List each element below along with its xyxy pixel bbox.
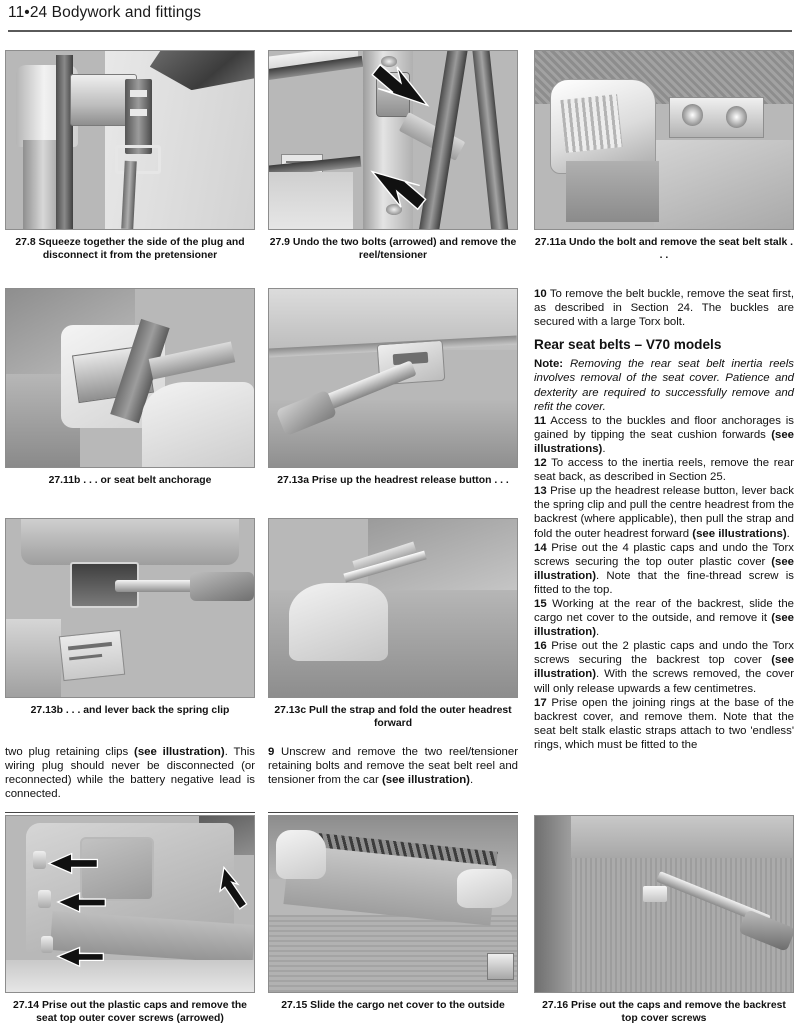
photo-27-11a bbox=[534, 50, 794, 230]
step-14-text-b: . Note that the fine-thread screw is fitted to the top. bbox=[534, 569, 794, 596]
page-header bbox=[0, 0, 800, 34]
paragraph-step-14 bbox=[534, 541, 794, 597]
step-14-text-a: Prise out the 4 plastic caps and undo the Torx screws securing the top outer plastic cover bbox=[534, 541, 794, 568]
page-title: 11•24 Bodywork and fittings bbox=[8, 4, 202, 21]
photo-27-14 bbox=[5, 815, 255, 993]
figure-27-11b bbox=[5, 288, 255, 468]
note-label: Note: bbox=[534, 358, 564, 371]
paragraph-step-17 bbox=[534, 696, 794, 752]
photo-27-13b bbox=[5, 518, 255, 698]
step-number-10: 10 bbox=[534, 288, 547, 300]
paragraph-step-11 bbox=[534, 414, 794, 456]
caption-text-27-13b: . . . and lever back the spring clip bbox=[65, 705, 230, 716]
step-12-text: To access to the inertia reels, remove the rear seat back, as described in Section 25. bbox=[534, 457, 794, 484]
caption-27-9 bbox=[268, 236, 518, 263]
caption-27-13c bbox=[268, 704, 518, 731]
continuation-rest: . This wiring plug should never be disconnected (or reconnected) while the battery negative lead is connected. bbox=[5, 746, 255, 801]
step-14-see-illustration: (see illustration) bbox=[534, 555, 794, 582]
caption-text-27-8: Squeeze together the side of the plug and disconnect it from the pretensioner bbox=[38, 237, 245, 262]
caption-ref-27-11b: 27.11b bbox=[48, 475, 81, 486]
caption-text-27-15: Slide the cargo net cover to the outside bbox=[310, 1000, 505, 1011]
caption-ref-27-8: 27.8 bbox=[15, 237, 36, 248]
caption-ref-27-15: 27.15 bbox=[281, 1000, 308, 1011]
step-number-12: 12 bbox=[534, 457, 547, 470]
body-left-column bbox=[5, 745, 255, 801]
step-16-text-b: . With the screws removed, the cover will only release upwards a few centimetres. bbox=[534, 668, 794, 695]
paragraph-step-16 bbox=[534, 639, 794, 695]
paragraph-step-13 bbox=[534, 484, 794, 540]
step-10-text: To remove the belt buckle, remove the seat first, as described in Section 24. The buckles are secured with a large Torx bolt. bbox=[534, 288, 794, 329]
caption-ref-27-13c: 27.13c bbox=[274, 705, 307, 716]
note-text: Removing the rear seat belt inertia reels involves removal of the seat cover. Patience and dexterity are required to successfully remove and refit the cover. bbox=[534, 358, 794, 413]
caption-ref-27-16: 27.16 bbox=[542, 1000, 569, 1011]
step-16-text-a: Prise out the 2 plastic caps and undo the Torx screws securing the backrest top cover bbox=[534, 640, 794, 667]
caption-ref-27-9: 27.9 bbox=[269, 237, 290, 248]
paragraph-step-10 bbox=[534, 287, 794, 329]
figure-27-9 bbox=[268, 50, 518, 230]
step-number-13: 13 bbox=[534, 485, 547, 498]
caption-27-13b bbox=[5, 704, 255, 717]
step-number-14: 14 bbox=[534, 541, 547, 554]
photo-27-13a bbox=[268, 288, 518, 468]
caption-27-13a bbox=[268, 474, 518, 487]
photo-27-13c bbox=[268, 518, 518, 698]
step-9-period: . bbox=[469, 774, 474, 787]
caption-27-11b bbox=[5, 474, 255, 487]
caption-text-27-13c: Pull the strap and fold the outer headrest forward bbox=[309, 705, 512, 730]
step-11-text-a: Access to the buckles and floor anchorages is gained by tipping the seat cushion forwards bbox=[534, 414, 794, 441]
caption-ref-27-11a: 27.11a bbox=[534, 237, 567, 248]
left-column-divider bbox=[5, 812, 255, 813]
body-right-column bbox=[534, 287, 794, 752]
step-number-17: 17 bbox=[534, 696, 547, 709]
figure-27-13a bbox=[268, 288, 518, 468]
continuation-lead: two plug retaining clips bbox=[5, 746, 135, 758]
step-number-15: 15 bbox=[534, 597, 547, 610]
photo-27-8 bbox=[5, 50, 255, 230]
middle-column-divider bbox=[268, 812, 518, 813]
caption-text-27-11b: . . . or seat belt anchorage bbox=[83, 475, 212, 486]
step-9-see-illustration: (see illustration) bbox=[381, 774, 470, 787]
step-number-9: 9 bbox=[268, 746, 275, 758]
step-number-11: 11 bbox=[534, 414, 547, 427]
header-divider bbox=[8, 30, 792, 32]
figure-27-14 bbox=[5, 815, 255, 993]
photo-27-16 bbox=[534, 815, 794, 993]
caption-27-15 bbox=[268, 999, 518, 1012]
step-13-see-illustrations: (see illustrations) bbox=[692, 527, 787, 540]
caption-27-16 bbox=[534, 999, 794, 1026]
figure-27-8 bbox=[5, 50, 255, 230]
step-13-text-a: Prise up the headrest release button, lever back the spring clip and pull the centre headrest from the backrest (where applicable), then pull the strap and fold the outer headrest forward bbox=[534, 485, 794, 540]
caption-27-8 bbox=[5, 236, 255, 263]
step-15-text-b: . bbox=[596, 626, 600, 639]
see-illustration-ref: (see illustration) bbox=[134, 746, 225, 758]
caption-text-27-11a: Undo the bolt and remove the seat belt stalk . . . bbox=[569, 237, 794, 262]
step-17-text: Prise open the joining rings at the base of the backrest cover, and remove them. Note that the seat belt stalk elastic straps attach to two 'endless' rings, which must be fitted to the bbox=[534, 696, 794, 751]
paragraph-continuation bbox=[5, 745, 255, 801]
caption-text-27-13a: Prise up the headrest release button . . . bbox=[311, 475, 509, 486]
step-15-text-a: Working at the rear of the backrest, slide the cargo net cover to the outside, and remove it bbox=[534, 597, 794, 625]
step-15-see-illustration: (see illustration) bbox=[534, 612, 794, 639]
step-number-16: 16 bbox=[534, 640, 547, 653]
step-13-text-b: . bbox=[786, 527, 790, 540]
step-9-text: Unscrew and remove the two reel/tensioner retaining bolts and remove the seat belt reel and tensioner from the car bbox=[268, 746, 518, 787]
caption-text-27-9: Undo the two bolts (arrowed) and remove the reel/tensioner bbox=[292, 237, 517, 262]
caption-27-14 bbox=[5, 999, 255, 1026]
figure-27-13c bbox=[268, 518, 518, 698]
caption-text-27-16: Prise out the caps and remove the backrest top cover screws bbox=[571, 1000, 786, 1025]
caption-text-27-14: Prise out the plastic caps and remove the seat top outer cover screws (arrowed) bbox=[36, 1000, 247, 1025]
body-middle-column bbox=[268, 745, 518, 787]
subheading-rear-seat-belts: Rear seat belts – V70 models bbox=[534, 337, 722, 353]
step-11-text-b: . bbox=[602, 442, 606, 455]
caption-ref-27-13a: 27.13a bbox=[277, 475, 309, 486]
caption-ref-27-13b: 27.13b bbox=[30, 705, 64, 716]
photo-27-9 bbox=[268, 50, 518, 230]
figure-27-15 bbox=[268, 815, 518, 993]
photo-27-11b bbox=[5, 288, 255, 468]
figure-27-16 bbox=[534, 815, 794, 993]
figure-27-11a bbox=[534, 50, 794, 230]
figure-27-13b bbox=[5, 518, 255, 698]
caption-ref-27-14: 27.14 bbox=[13, 1000, 40, 1011]
photo-27-15 bbox=[268, 815, 518, 993]
step-11-see-illustrations: (see illustrations) bbox=[534, 428, 794, 455]
paragraph-step-12 bbox=[534, 456, 794, 484]
paragraph-note bbox=[534, 357, 794, 413]
step-16-see-illustration: (see illustration) bbox=[534, 654, 794, 681]
paragraph-step-9 bbox=[268, 745, 518, 787]
caption-27-11a bbox=[534, 236, 794, 263]
paragraph-step-15 bbox=[534, 597, 794, 639]
